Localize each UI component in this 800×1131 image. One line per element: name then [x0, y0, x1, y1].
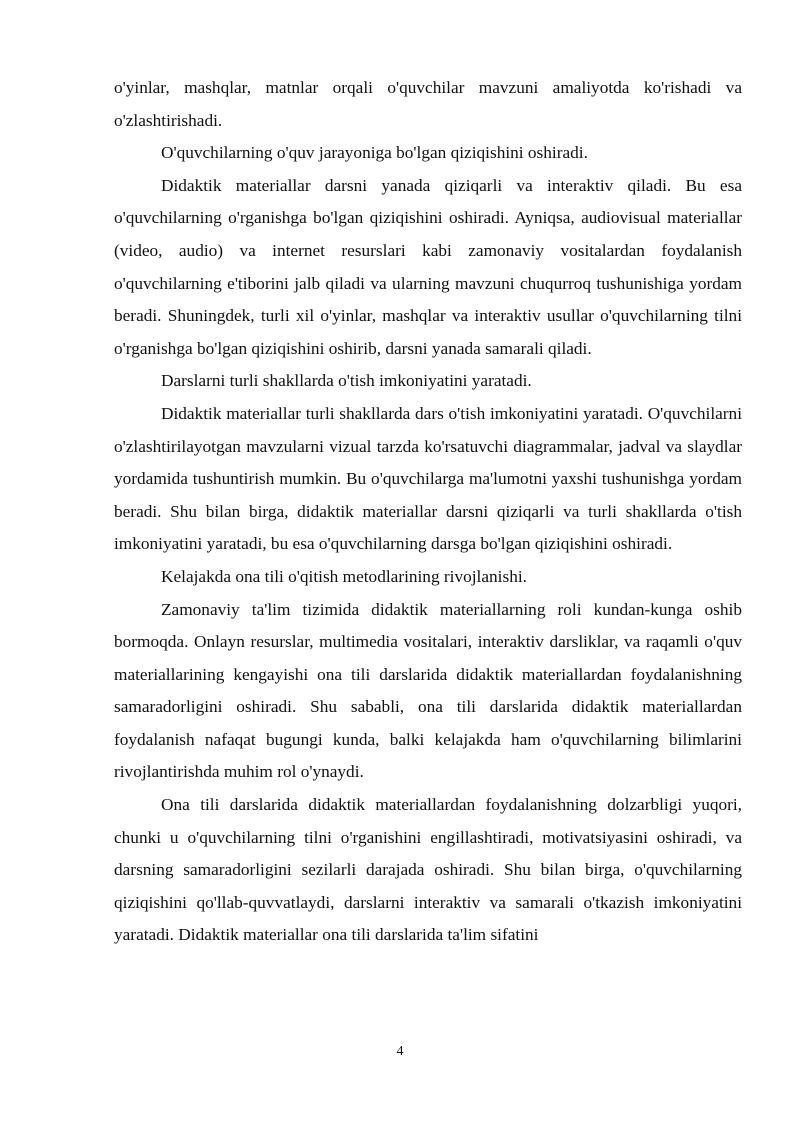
paragraph-heading-forms: Darslarni turli shakllarda o'tish imkoniyatini yaratadi. — [161, 371, 532, 391]
paragraph-visual-forms: Didaktik materiallar turli shakllarda dars o'tish imkoniyatini yaratadi. O'quvchilarni o'zlashtirilayotgan mavzularni vizual tarzda ko'rsatuvchi diagrammalar, jadval va slaydlar yordamida tushuntirish mumkin. Bu o'quvchilarga ma'lumotni yaxshi tushunishga yordam beradi. Shu bilan birga, didaktik materiallar darsni qiziqarli va turli shakllarda o'tish imkoniyatini yaratadi, bu esa o'quvchilarning darsga bo'lgan qiziqishini oshiradi. — [114, 403, 742, 554]
paragraph-modern-education: Zamonaviy ta'lim tizimida didaktik materiallarning roli kundan-kunga oshib bormoqda. Onlayn resurslar, multimedia vositalari, interaktiv darsliklar, va raqamli o'quv materiallarining kengayishi ona tili darslarida didaktik materiallardan foydalanishning samaradorligini oshiradi. Shu sababli, ona tili darslarida didaktik materiallardan foydalanish nafaqat bugungi kunda, balki kelajakda ham o'quvchilarning bilimlarini rivojlantirishda muhim rol o'ynaydi. — [114, 599, 742, 782]
paragraph-interactive-materials: Didaktik materiallar darsni yanada qiziqarli va interaktiv qiladi. Bu esa o'quvchilarning o'rganishga bo'lgan qiziqishini oshiradi. Ayniqsa, audiovisual materiallar (video, audio) va internet resurslari kabi zamonaviy vositalardan foydalanish o'quvchilarning e'tiborini jalb qiladi va ularning mavzuni chuqurroq tushunishiga yordam beradi. Shuningdek, turli xil o'yinlar, mashqlar va interaktiv usullar o'quvchilarning tilni o'rganishga bo'lgan qiziqishini oshirib, darsni yanada samarali qiladi. — [114, 175, 742, 358]
paragraph-heading-interest: O'quvchilarning o'quv jarayoniga bo'lgan qiziqishini oshiradi. — [161, 143, 588, 163]
paragraph-continuation: o'yinlar, mashqlar, matnlar orqali o'quvchilar mavzuni amaliyotda ko'rishadi va o'zlashtirishadi. — [114, 78, 742, 130]
paragraph-relevance: Ona tili darslarida didaktik materiallardan foydalanishning dolzarbligi yuqori, chunki u o'quvchilarning tilni o'rganishini engillashtiradi, motivatsiyasini oshiradi, va darsning samaradorligini sezilarli darajada oshiradi. Shu bilan birga, o'quvchilarning qiziqishini qo'llab-quvvatlaydi, darslarni interaktiv va samarali o'tkazish imkoniyatini yaratadi. Didaktik materiallar ona tili darslarida ta'lim sifatini — [114, 795, 742, 945]
paragraph-heading-future: Kelajakda ona tili o'qitish metodlarining rivojlanishi. — [161, 566, 527, 586]
page-number: 4 — [396, 1044, 404, 1059]
document-page-body — [114, 72, 742, 952]
